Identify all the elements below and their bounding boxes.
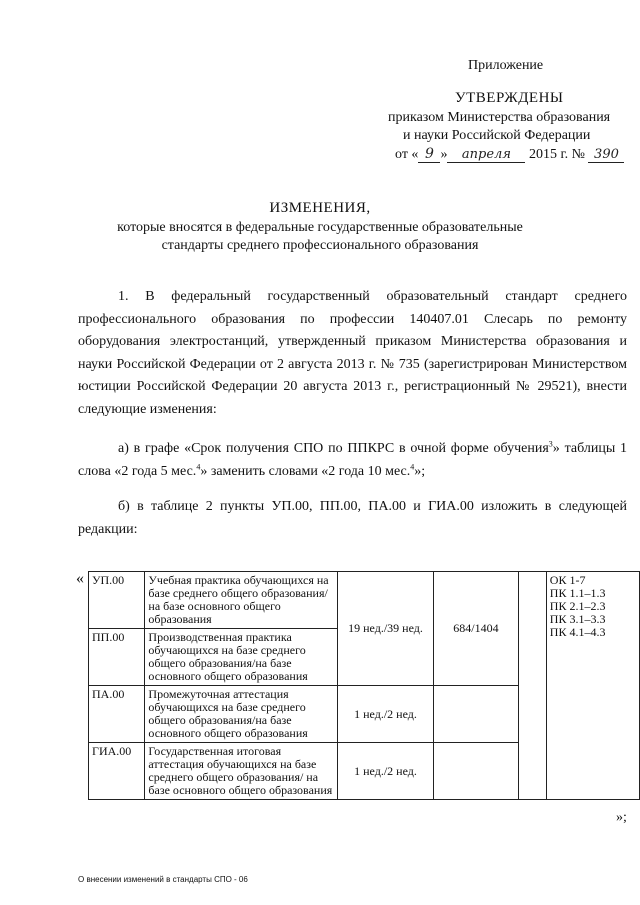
competencies-cell [546,572,639,800]
row-name: Промежуточная аттестация обучающихся на базе среднего общего образования/на базе основного общего образования [145,686,338,743]
order-date-mid: » [440,147,448,162]
footnote-ref: 4 [410,461,415,471]
merged-hours-cell: 684/1404 [433,572,518,686]
item-a-text-1: а) в графе «Срок получения СПО по ППКРС в очной форме обучения [118,441,549,456]
table-row [89,572,640,629]
row-name: Производственная практика обучающихся на базе среднего общего образования/на базе основного общего образования [145,629,338,686]
competency-item: ПК 1.1–1.3 [549,586,606,600]
row-name: Государственная итоговая аттестация обучающихся на базе среднего общего образования/ на базе основного общего образования [145,743,338,800]
row-weeks: 1 нед./2 нед. [338,743,434,800]
quote-close: »; [616,810,627,825]
row-hours [433,743,518,800]
row-hours [433,686,518,743]
merged-weeks-cell: 19 нед./39 нед. [338,572,434,686]
document-subtitle-line-1: которые вносятся в федеральные государственные образовательные [117,220,523,235]
competency-item: ПК 3.1–3.3 [549,612,606,626]
footer-note: О внесении изменений в стандарты СПО - 06 [78,875,248,884]
item-b: б) в таблице 2 пункты УП.00, ПП.00, ПА.00 и ГИА.00 изложить в следующей редакции: [78,499,627,537]
order-day-handwritten: 9 [418,146,440,163]
row-name: Учебная практика обучающихся на базе среднего общего образования/на базе основного общего образования [145,572,338,629]
order-year: 2015 г. № [528,147,585,162]
footnote-ref: 4 [196,461,201,471]
document-subtitle-line-2: стандарты среднего профессионального образования [161,238,479,253]
approved-label: УТВЕРЖДЕНЫ [455,90,564,106]
row-code: ПП.00 [89,629,145,686]
practice-table [88,571,640,800]
item-a [78,438,627,483]
item-a-text-4: »; [414,463,426,479]
competency-item: ПК 4.1–4.3 [549,625,606,639]
empty-cell [519,572,547,800]
order-date-prefix: от « [395,147,419,162]
order-number-handwritten: 390 [588,147,624,163]
appendix-label: Приложение [468,58,544,73]
row-code: УП.00 [89,572,145,629]
paragraph-1-text: 1. В федеральный государственный образовательный стандарт среднего профессионального образования по профессии 140407.01 Слесарь по ремонту оборудования электростанций, утвержденный приказом Министерства образования и науки Российской Федерации от 2 августа 2013 г. № 735 (зарегистрирован Министерством юстиции Российской Федерации 20 августа 2013 г., регистрационный № 29521), внести следующие изменения: [78,289,627,417]
footnote-ref: 3 [548,439,553,449]
order-month-handwritten: апреля [447,147,525,163]
paragraph-1 [78,286,627,421]
competency-item: ПК 2.1–2.3 [549,599,606,613]
competency-item: ОК 1-7 [549,573,586,587]
item-a-text-2: » таблицы 1 слова «2 года 5 мес. [78,441,628,479]
order-line-2: и науки Российской Федерации [403,128,591,143]
order-line-1: приказом Министерства образования [388,110,611,125]
row-code: ГИА.00 [89,743,145,800]
item-a-text-3: » заменить словами «2 года 10 мес. [200,463,411,479]
quote-open: « [76,570,84,587]
row-code: ПА.00 [89,686,145,743]
row-weeks: 1 нед./2 нед. [338,686,434,743]
document-title: ИЗМЕНЕНИЯ, [269,200,371,216]
order-date-line [395,146,624,163]
